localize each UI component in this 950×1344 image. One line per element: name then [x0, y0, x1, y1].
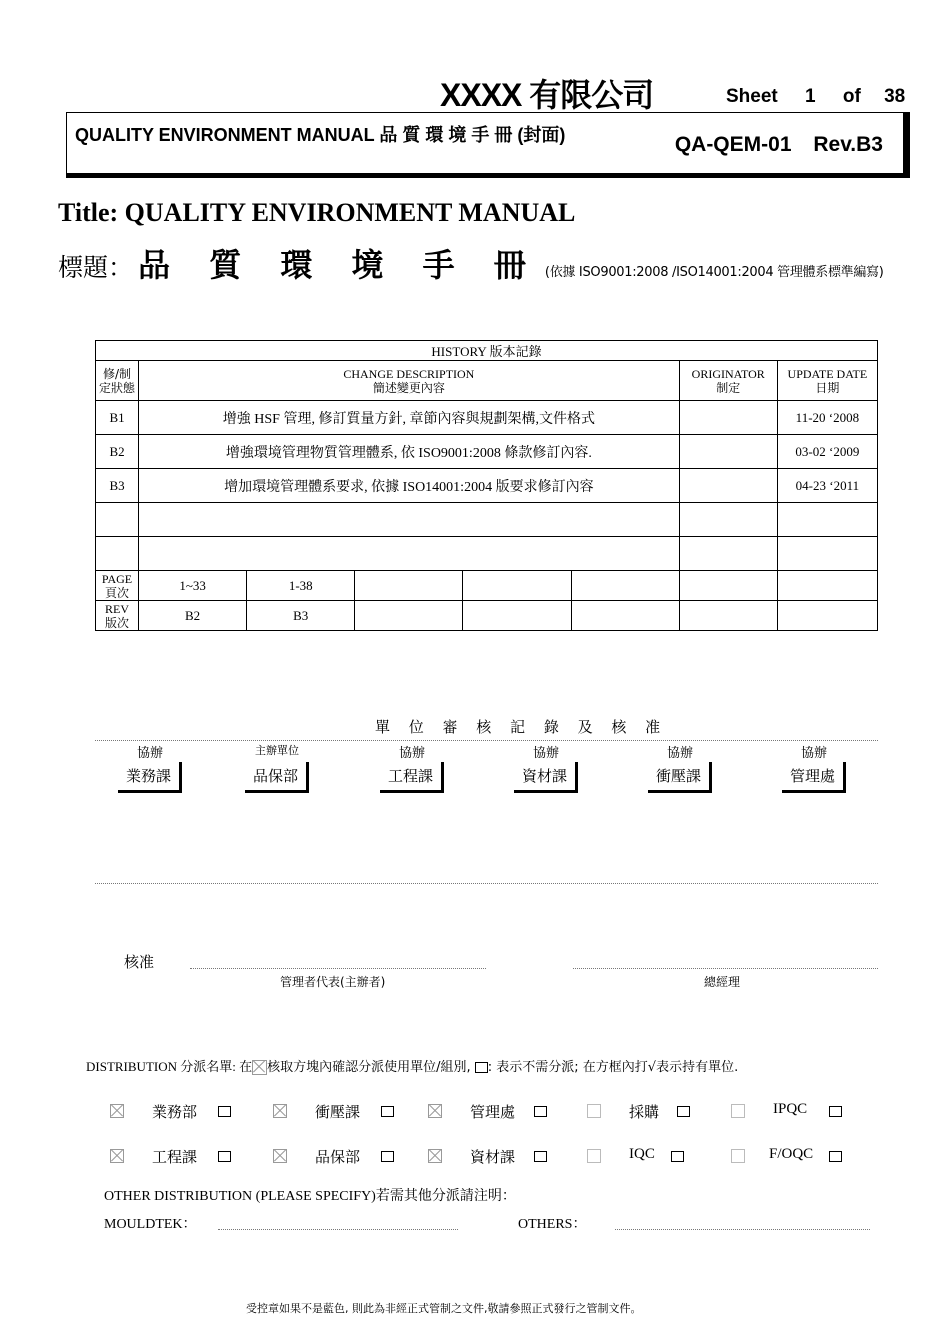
review-title: 單 位 審 核 記 錄 及 核 准 — [375, 718, 668, 736]
checkbox-icon[interactable] — [110, 1149, 124, 1163]
mouldtek-label: MOULDTEK： — [104, 1217, 197, 1232]
holder-box[interactable] — [677, 1106, 690, 1117]
of-label: of — [842, 86, 861, 107]
header-originator: ORIGINATOR 制定 — [679, 361, 777, 401]
rev-cell: B2 — [139, 601, 247, 631]
row-description: 增強環境管理物質管理體系, 依 ISO9001:2008 條款修訂內容. — [139, 435, 680, 469]
table-row — [96, 435, 878, 469]
dept-materials — [501, 742, 591, 793]
dept-stamp: 工程課 — [380, 762, 444, 793]
dept-sales — [105, 742, 195, 793]
row-date: 11-20 ‘2008 — [777, 401, 877, 435]
row-originator — [679, 401, 777, 435]
rev-cell — [571, 601, 679, 631]
header-date: UPDATE DATE 日期 — [777, 361, 877, 401]
row-date: 04-23 ‘2011 — [777, 469, 877, 503]
approve-label: 核准 — [124, 953, 155, 971]
divider — [95, 740, 878, 741]
checkbox-icon[interactable] — [587, 1104, 601, 1118]
dept-role: 協辦 — [136, 746, 163, 761]
holder-box[interactable] — [829, 1151, 842, 1162]
header-state: 修/制 定狀態 — [96, 361, 139, 401]
holder-box[interactable] — [534, 1151, 547, 1162]
holder-box[interactable] — [671, 1151, 684, 1162]
doc-code-text: QA-QEM-01 — [674, 133, 792, 156]
row-version: B1 — [96, 401, 139, 435]
checkbox-icon[interactable] — [587, 1149, 601, 1163]
row-originator — [679, 469, 777, 503]
page-cell — [463, 571, 571, 601]
dist-item-label: 業務部 — [152, 1103, 198, 1121]
table-row — [96, 401, 878, 435]
signature-line-rep[interactable] — [190, 968, 486, 969]
dept-management — [769, 742, 859, 793]
table-row-empty — [96, 503, 878, 537]
row-date: 03-02 ‘2009 — [777, 435, 877, 469]
dist-item-label: IPQC — [773, 1101, 808, 1117]
history-table — [95, 340, 878, 631]
header-box — [66, 112, 910, 178]
table-row-empty — [96, 537, 878, 571]
title-zh-label: 標題： — [58, 253, 134, 282]
mouldtek-field[interactable] — [218, 1229, 458, 1230]
header-change: CHANGE DESCRIPTION 簡述變更內容 — [139, 361, 680, 401]
title-english: Title: QUALITY ENVIRONMENT MANUAL — [58, 198, 576, 227]
dist-item-label: IQC — [629, 1146, 655, 1162]
distribution-intro — [86, 1056, 738, 1075]
sheet-number — [726, 86, 905, 108]
other-distribution: OTHER DISTRIBUTION (PLEASE SPECIFY)若需其他分派請注明： — [104, 1189, 516, 1204]
dist-item-label: 衝壓課 — [315, 1103, 361, 1121]
rev-label: REV 版次 — [96, 601, 139, 631]
page-cell — [571, 571, 679, 601]
dist-item-label: 資材課 — [470, 1148, 516, 1166]
rev-row — [96, 601, 878, 631]
rev-cell — [355, 601, 463, 631]
dist-item-label: 採購 — [629, 1103, 660, 1121]
signature-label-rep: 管理者代表(主辦者) — [280, 975, 386, 989]
dept-engineering — [367, 742, 457, 793]
history-caption: HISTORY 版本記錄 — [96, 341, 878, 361]
dept-role: 協辦 — [666, 746, 693, 761]
title-chinese — [58, 240, 884, 286]
dist-intro-c: : 表示不需分派; 在方框內打√表示持有單位. — [487, 1060, 739, 1075]
checkbox-icon[interactable] — [110, 1104, 124, 1118]
holder-box[interactable] — [534, 1106, 547, 1117]
page-cell: 1-38 — [247, 571, 355, 601]
divider — [95, 883, 878, 884]
footer-note: 受控章如果不是藍色, 則此為非經正式管制之文件,敬請參照正式發行之管制文件。 — [246, 1302, 642, 1315]
revision-text: Rev.B3 — [813, 133, 883, 156]
dept-stamp: 管理處 — [782, 762, 846, 793]
dept-stamp: 品保部 — [245, 762, 309, 793]
checked-box-icon — [252, 1060, 267, 1075]
title-zh-main: 品 質 環 境 手 冊 — [138, 246, 540, 284]
dist-item-label: 工程課 — [152, 1148, 198, 1166]
holder-box[interactable] — [381, 1106, 394, 1117]
checkbox-icon[interactable] — [273, 1104, 287, 1118]
signature-line-gm[interactable] — [573, 968, 878, 969]
holder-box[interactable] — [381, 1151, 394, 1162]
dept-qa — [232, 742, 322, 793]
dist-item-label: 管理處 — [470, 1103, 516, 1121]
page-cell: 1~33 — [139, 571, 247, 601]
dist-intro-b: 核取方塊內確認分派使用單位/組別, — [267, 1060, 471, 1075]
dist-item-label: 品保部 — [315, 1148, 361, 1166]
holder-box[interactable] — [218, 1106, 231, 1117]
row-version: B3 — [96, 469, 139, 503]
dept-role: 主辦單位 — [255, 744, 299, 757]
page-cell — [355, 571, 463, 601]
company-name: XXXX 有限公司 — [440, 77, 654, 113]
dept-stamp: 資材課 — [514, 762, 578, 793]
row-description: 增強 HSF 管理, 修訂質量方針, 章節內容與規劃架構,文件格式 — [139, 401, 680, 435]
sheet-no: 1 — [805, 86, 816, 107]
holder-box[interactable] — [829, 1106, 842, 1117]
checkbox-icon[interactable] — [428, 1149, 442, 1163]
row-originator — [679, 435, 777, 469]
checkbox-icon[interactable] — [273, 1149, 287, 1163]
checkbox-icon[interactable] — [428, 1104, 442, 1118]
sheet-total: 38 — [884, 86, 906, 107]
title-zh-note: (依據 ISO9001:2008 /ISO14001:2004 管理體系標準編寫) — [544, 265, 884, 280]
empty-box-icon — [475, 1062, 488, 1073]
dept-role: 協辦 — [800, 746, 827, 761]
sheet-label: Sheet — [726, 86, 778, 107]
others-field[interactable] — [615, 1229, 870, 1230]
rev-cell — [463, 601, 571, 631]
others-label: OTHERS： — [518, 1217, 587, 1232]
dist-intro-a: DISTRIBUTION 分派名單: 在 — [86, 1059, 253, 1074]
checkbox-icon[interactable] — [731, 1149, 745, 1163]
checkbox-icon[interactable] — [731, 1104, 745, 1118]
row-version: B2 — [96, 435, 139, 469]
doc-title: QUALITY ENVIRONMENT MANUAL 品 質 環 境 手 冊 (封面) — [75, 125, 566, 145]
page-row — [96, 571, 878, 601]
holder-box[interactable] — [218, 1151, 231, 1162]
dept-role: 協辦 — [398, 746, 425, 761]
dept-role: 協辦 — [532, 746, 559, 761]
dist-item-label: F/OQC — [769, 1146, 814, 1162]
rev-cell: B3 — [247, 601, 355, 631]
dept-stamping — [635, 742, 725, 793]
table-row — [96, 469, 878, 503]
doc-code — [675, 133, 883, 157]
signature-label-gm: 總經理 — [704, 975, 741, 989]
page-label: PAGE 頁次 — [96, 571, 139, 601]
row-description: 增加環境管理體系要求, 依據 ISO14001:2004 版要求修訂內容 — [139, 469, 680, 503]
dept-stamp: 業務課 — [118, 762, 182, 793]
dept-stamp: 衝壓課 — [648, 762, 712, 793]
